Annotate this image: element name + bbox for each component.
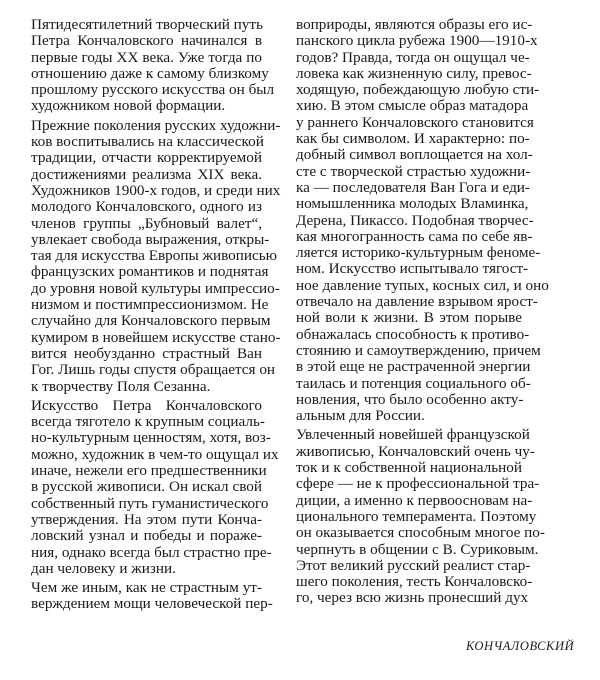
text-line: в этой еще не растраченной энергии (296, 358, 531, 376)
text-line: годов? Правда, тогда он ощущал че- (296, 48, 530, 66)
text-line: ков воспитывались на классической (31, 133, 264, 151)
text-line: ка — последователя Ван Гога и еди- (296, 178, 530, 196)
text-line: собственный путь гуманистического (31, 494, 269, 512)
text-line: у раннего Кончаловского становится (296, 113, 534, 131)
text-line: первые годы XX века. Уже тогда по (31, 48, 262, 66)
text-line: случайно для Кончаловского первым (31, 312, 271, 330)
text-line: Гог. Лишь годы спустя обращается он (31, 361, 276, 379)
text-line: как бы символом. И характерно: по- (296, 130, 530, 148)
paragraph (31, 116, 281, 395)
text-line: ляется историко-культурным феноме- (296, 244, 541, 262)
text-line: французских романтиков и поднятая (31, 263, 269, 281)
text-line: добный символ воплощается на хол- (296, 146, 533, 164)
text-line: утверждения. На этом пути Конча- (31, 510, 262, 528)
text-line: низмом и постимпрессионизмом. Не (31, 296, 269, 314)
running-title: КОНЧАЛОВСКИЙ (466, 639, 575, 653)
text-line: традиции, отчасти корректируемой (31, 149, 262, 167)
text-line: ционального темперамента. Поэтому (296, 507, 537, 525)
paragraph (31, 396, 279, 577)
text-line: Увлеченный новейшей французской (296, 426, 530, 444)
text-line: шего поколения, тесть Кончаловско- (296, 573, 533, 591)
text-line: художником новой формации. (31, 97, 226, 115)
text-line: прошлому русского искусства он был (31, 81, 275, 99)
text-line: ловека как жизненную силу, превос- (296, 64, 532, 82)
text-line: стоянию и самоутверждению, причем (296, 341, 541, 359)
text-line: к творчеству Поля Сезанна. (31, 377, 211, 395)
text-line: в русской живописи. Он искал свой (31, 478, 262, 496)
text-line: Чем же иным, как не страстным ут- (31, 579, 262, 597)
text-line: Художников 1900-х годов, и среди них (31, 181, 281, 199)
text-line: иначе, нежели его предшественники (31, 462, 267, 480)
text-line: новления, что было особенно акту- (296, 390, 524, 408)
text-line: ное давление тупых, косных сил, и оно (296, 276, 549, 294)
text-line: дан человеку и жизни. (31, 559, 176, 577)
text-column-right (296, 16, 549, 610)
text-line: го, через всю жизнь пронесший дух (296, 589, 529, 607)
text-line: вится необузданно страстный Ван (31, 344, 262, 362)
text-column-left (31, 16, 281, 616)
text-line: ловский узнал и победы и пораже- (31, 527, 262, 545)
text-line: всегда тяготело к крупным социаль- (31, 413, 265, 431)
text-line: Прежние поколения русских художни- (31, 116, 281, 134)
text-line: сфере — не к профессиональной тра- (296, 475, 540, 493)
text-line: сте с творческой страстью художни- (296, 162, 531, 180)
text-line: альным для России. (296, 407, 425, 425)
text-line: кумиром в новейшем искусстве стано- (31, 328, 281, 346)
text-line: панского цикла рубежа 1900—1910-х (296, 32, 538, 50)
text-line: Этот великий русский реалист стар- (296, 556, 531, 574)
text-line: номышленника молодых Вламинка, (296, 195, 529, 213)
text-line: ток и к собственной национальной (296, 459, 522, 477)
text-line: Дерена, Пикассо. Подобная творчес- (296, 211, 534, 229)
text-line: до уровня новой культуры импрессио- (31, 279, 280, 297)
text-line: ном. Искусство испытывало тягост- (296, 260, 529, 278)
text-line: можно, художник в чем-то ощущал их (31, 445, 279, 463)
text-line: ния, однако всегда был страстно пре- (31, 543, 272, 561)
text-line: отношению даже к самому близкому (31, 64, 269, 82)
paragraph (31, 16, 275, 115)
text-line: Пятидесятилетний творческий путь (31, 16, 263, 33)
paragraph (296, 16, 549, 425)
text-line: диции, а именно к первоосновам на- (296, 491, 533, 509)
text-line: живописью, Кончаловский очень чу- (296, 442, 535, 460)
text-line: ходящую, побеждающую любую сти- (296, 81, 540, 99)
text-line: таилась и потенция социального об- (296, 374, 531, 392)
text-line: но-культурным ценностям, хотя, воз- (31, 429, 271, 447)
paragraph (31, 579, 273, 613)
text-line: молодого Кончаловского, одного из (31, 198, 262, 216)
text-line: верждением мощи человеческой пер- (31, 595, 273, 613)
text-line: черпнуть в общении с В. Суриковым. (296, 540, 539, 558)
text-line: хию. В этом смысле образ матадора (296, 97, 529, 115)
text-line: кая многогранность сама по себе яв- (296, 227, 533, 245)
text-line: членов группы „Бубновый валет“, (31, 214, 262, 232)
paragraph (296, 426, 545, 607)
text-line: тая для искусства Европы живописью (31, 247, 278, 265)
text-line: он оказывается способным многое по- (296, 524, 545, 542)
text-line: обнажалась способность к противо- (296, 325, 530, 343)
text-line: отвечало на давление взрывом ярост- (296, 293, 538, 311)
text-line: увлекает свобода выражения, откры- (31, 230, 270, 248)
text-line: достижениями реализма XIX века. (31, 165, 262, 183)
text-line: Искусство Петра Кончаловского (31, 396, 262, 414)
text-line: воприроды, являются образы его ис- (296, 16, 533, 33)
text-line: ной воли к жизни. В этом порыве (296, 309, 522, 327)
text-line: Петра Кончаловского начинался в (31, 32, 262, 50)
